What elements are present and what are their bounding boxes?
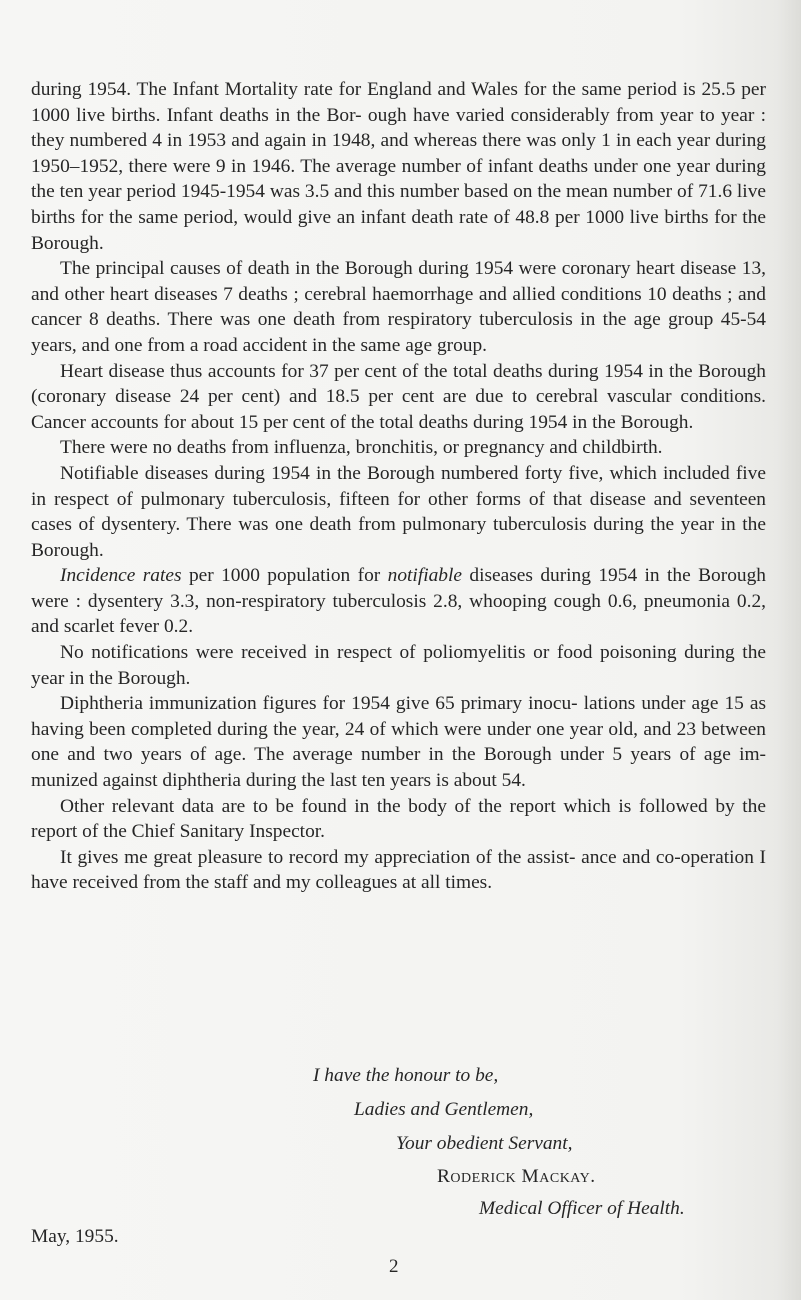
- paragraph-diphtheria: Diphtheria immunization figures for 1954 give 65 primary inocu- lations under age 15 as having been completed during the year, 24 of which were under one year old, and 23 between one and two years of age. The average number in the Borough under 5 years of age im- munized against diphtheria during the last ten years is about 54.: [31, 693, 766, 792]
- paragraph-no-deaths: There were no deaths from influenza, bronchitis, or pregnancy and childbirth.: [60, 437, 663, 459]
- paragraph-notifiable-diseases: Notifiable diseases during 1954 in the Borough numbered forty five, which included five in respect of pulmonary tuberculosis, fifteen for other forms of that disease and seventeen cases of dysentery. There was one death from pulmonary tuberculosis during the year in the Borough.: [31, 462, 766, 561]
- signature-title: Medical Officer of Health.: [479, 1198, 685, 1219]
- incidence-text-a: per 1000 population for: [181, 565, 388, 587]
- closing-line-servant: Your obedient Servant,: [396, 1133, 573, 1154]
- paragraph-incidence-rates: [31, 563, 766, 640]
- paragraph-causes-of-death: The principal causes of death in the Borough during 1954 were coronary heart disease 13, and other heart diseases 7 deaths ; cerebral haemorrhage and allied conditions 10 deaths ; and cancer 8 deaths. There was one death from respiratory tuberculosis in the age group 45-54 years, and one from a road accident in the same age group.: [31, 258, 766, 356]
- signature-name: Roderick Mackay.: [437, 1166, 596, 1187]
- paragraph-appreciation: It gives me great pleasure to record my appreciation of the assist- ance and co-operation I have received from the staff and my colleagues at all times.: [31, 846, 766, 894]
- closing-line-salutation: Ladies and Gentlemen,: [354, 1099, 534, 1120]
- paragraph-no-notifications: No notifications were received in respect of poliomyelitis or food poisoning during the year in the Borough.: [31, 642, 766, 689]
- report-date: May, 1955.: [31, 1226, 119, 1247]
- incidence-text-b: diseases during 1954 in the Borough were : dysentery 3.3, non-respiratory tuberculosis 2.8, whooping cough 0.6, pneumonia 0.2, and scarlet fever 0.2.: [31, 565, 766, 638]
- page-number: 2: [389, 1256, 399, 1277]
- paragraph-heart-disease: Heart disease thus accounts for 37 per cent of the total deaths during 1954 in the Borough (coronary disease 24 per cent) and 18.5 per cent are due to cerebral vascular conditions. Cancer accounts for about 15 per cent of the total deaths during 1954 in the Borough.: [31, 360, 766, 433]
- notifiable-italic: notifiable: [387, 565, 462, 587]
- paragraph-other-data: Other relevant data are to be found in the body of the report which is followed by the report of the Chief Sanitary Inspector.: [31, 795, 766, 843]
- paragraph-infant-mortality: during 1954. The Infant Mortality rate for England and Wales for the same period is 25.5 per 1000 live births. Infant deaths in the Bor- ough have varied considerably from year to year : they numbered 4 in 1953 and again in 1948, and whereas there was only 1 in each year during 1950–1952, there were 9 in 1946. The average number of infant deaths under one year during the ten year period 1945-1954 was 3.5 and this number based on the mean number of 71.6 live births for the same period, would give an infant death rate of 48.8 per 1000 live births for the Borough.: [31, 79, 766, 254]
- report-body: [31, 77, 766, 896]
- closing-line-honour: I have the honour to be,: [313, 1065, 499, 1086]
- incidence-rates-heading: Incidence rates: [60, 565, 182, 587]
